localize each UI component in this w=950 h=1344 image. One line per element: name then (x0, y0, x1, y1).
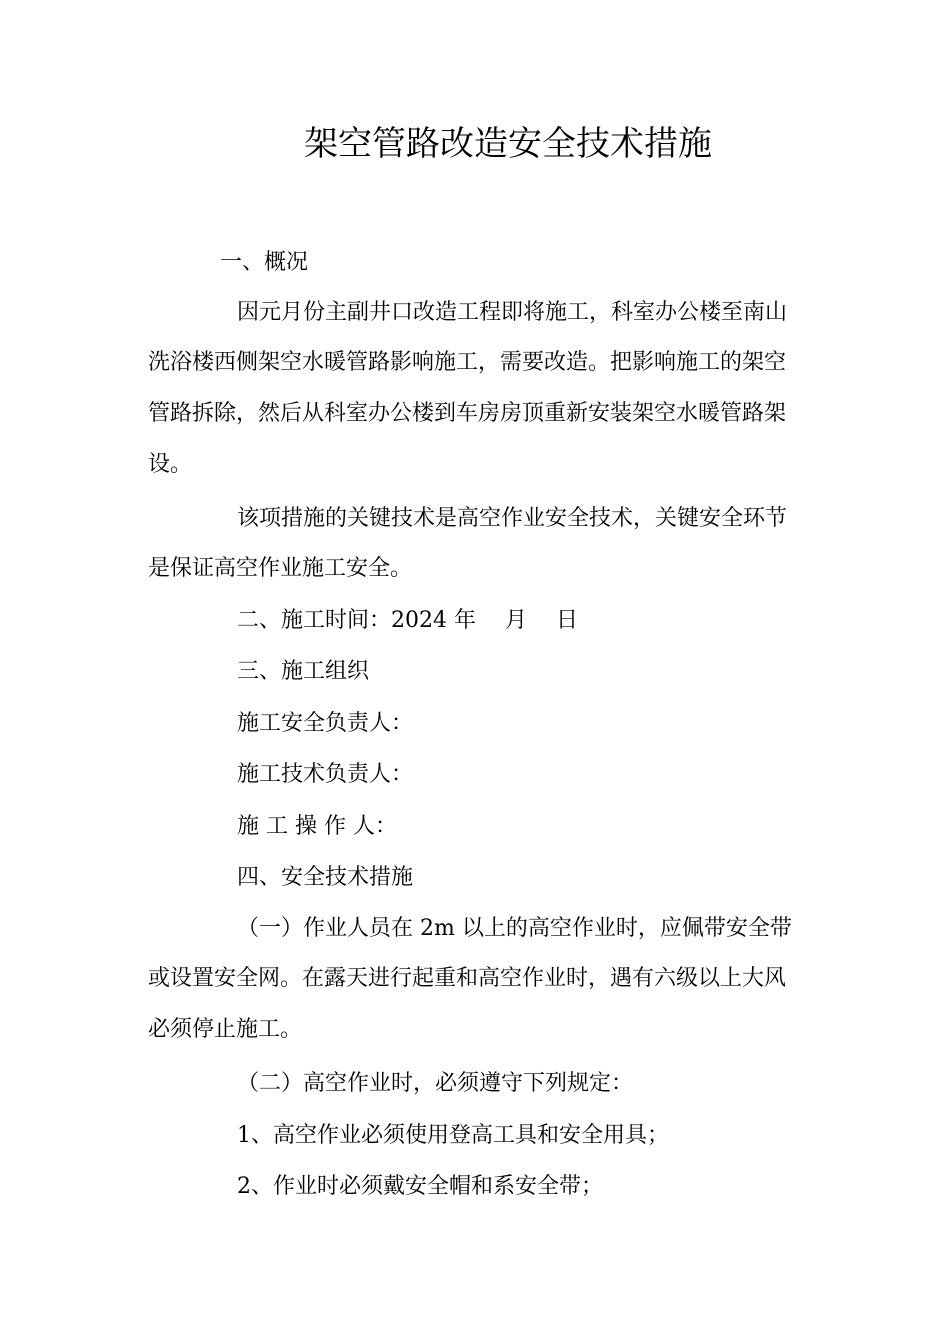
paragraph-line: 因元月份主副井口改造工程即将施工，科室办公楼至南山 (237, 300, 788, 325)
rule-item: 2、作业时必须戴安全帽和系安全带； (237, 1174, 603, 1199)
paragraph-line: 洗浴楼西侧架空水暖管路影响施工，需要改造。把影响施工的架空 (148, 350, 787, 375)
paragraph-line: 设。 (148, 452, 193, 477)
operator-label: 施 工 操 作 人： (237, 814, 397, 839)
section-heading-time: 二、施工时间：2024 年 月 日 (237, 608, 578, 633)
tech-lead-label: 施工技术负责人： (237, 762, 414, 787)
paragraph-line: 必须停止施工。 (148, 1017, 303, 1042)
paragraph-line: 该项措施的关键技术是高空作业安全技术，关键安全环节 (237, 506, 788, 531)
section-heading-organization: 三、施工组织 (237, 659, 370, 684)
section-heading-safety-measures: 四、安全技术措施 (237, 865, 414, 890)
paragraph-line: （一）作业人员在 2m 以上的高空作业时，应佩带安全带 (237, 916, 792, 941)
paragraph-line: 是保证高空作业施工安全。 (148, 556, 413, 581)
paragraph-line: 管路拆除，然后从科室办公楼到车房房顶重新安装架空水暖管路架 (148, 401, 787, 426)
safety-lead-label: 施工安全负责人： (237, 711, 414, 736)
section-heading-overview: 一、概况 (220, 250, 309, 275)
paragraph-line: 或设置安全网。在露天进行起重和高空作业时，遇有六级以上大风 (148, 966, 787, 991)
rule-item: 1、高空作业必须使用登高工具和安全用具； (237, 1123, 669, 1148)
subsection-heading-rules: （二）高空作业时，必须遵守下列规定： (237, 1071, 634, 1096)
document-title: 架空管路改造安全技术措施 (304, 124, 712, 164)
